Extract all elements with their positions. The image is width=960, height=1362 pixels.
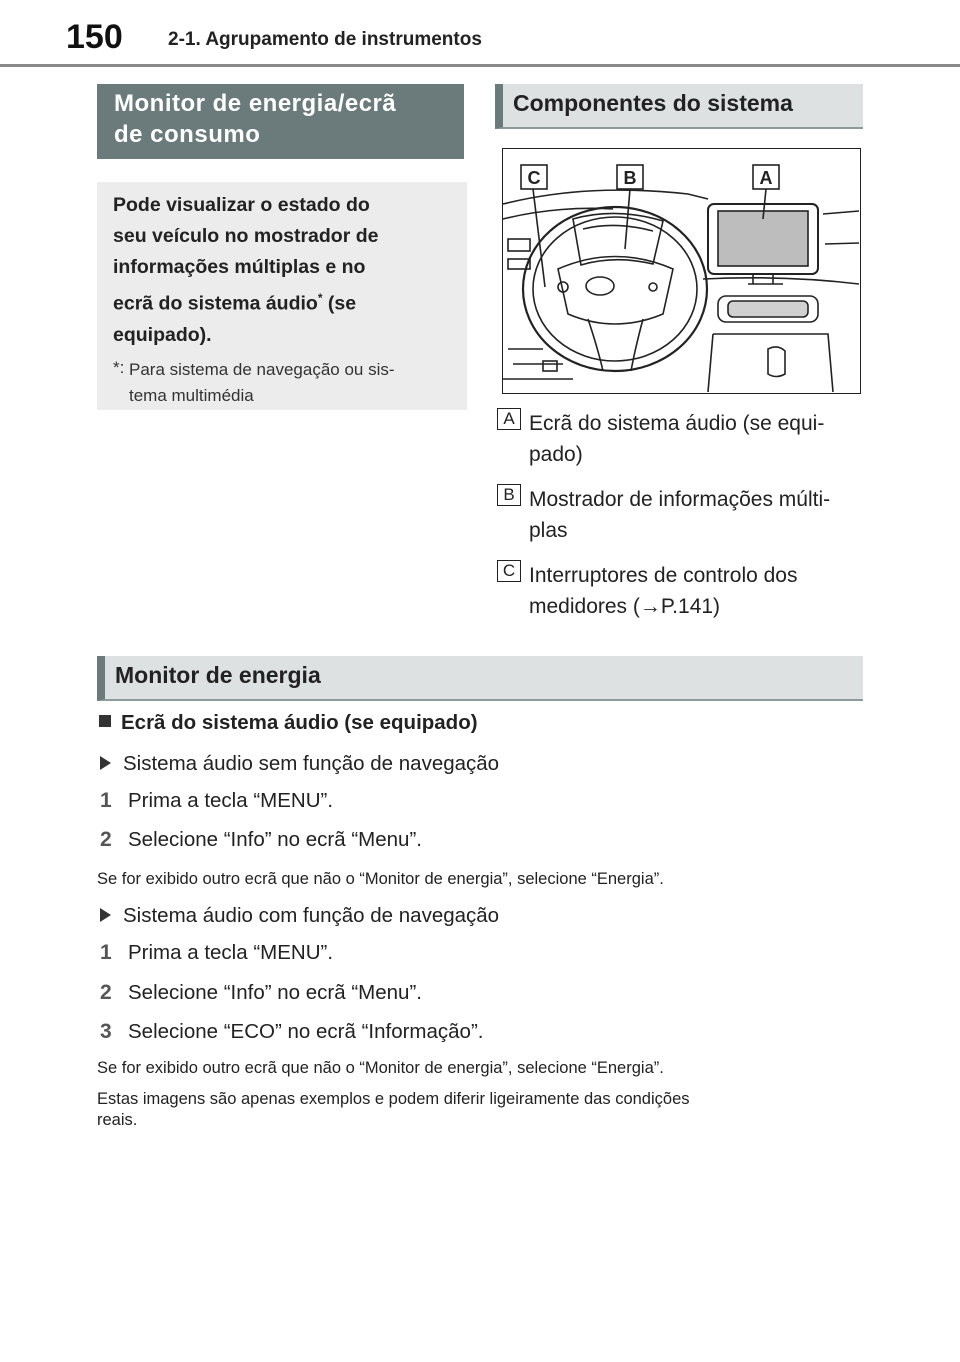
page-number: 150 [66,18,123,56]
info-box [97,182,467,410]
step-item [100,981,422,1005]
callout-b: B [623,168,637,188]
legend-a-line-2: pado) [529,443,583,466]
info-line-2: seu veículo no mostrador de [113,225,379,247]
page-header [0,0,960,68]
section-with-navigation [100,904,499,928]
heading-line-1: Monitor de energia/ecrã [114,90,397,117]
callout-a: A [759,168,773,188]
step-number: 2 [100,828,112,851]
legend-item-a [497,408,867,470]
step-item [100,1020,483,1044]
step-number: 3 [100,1020,112,1043]
step-text: Selecione “Info” no ecrã “Menu”. [128,828,422,851]
info-line-4 [113,283,451,320]
section1-note: Se for exibido outro ecrã que não o “Monitor de energia”, selecione “Energia”. [97,870,664,888]
step-item [100,941,333,965]
footnote-line-2: tema multimédia [129,385,254,405]
step-number: 1 [100,789,112,812]
heading-line-2: de consumo [114,121,261,148]
step-number: 1 [100,941,112,964]
info-line-4a: ecrã do sistema áudio [113,292,318,315]
triangle-bullet-icon [100,756,111,770]
square-bullet-icon [99,715,111,727]
legend-b-line-2: plas [529,519,568,542]
legend-text-c [497,560,867,622]
section-without-navigation [100,752,499,776]
step-number: 2 [100,981,112,1004]
legend-item-c [497,560,867,622]
info-line-3: informações múltiplas e no [113,256,366,278]
step-item [100,828,422,852]
section1-title: Sistema áudio sem função de navegação [123,752,500,775]
chapter-title: 2-1. Agrupamento de instrumentos [168,29,482,50]
dashboard-illustration [502,148,861,394]
legend-item-b [497,484,867,546]
step-text: Selecione “ECO” no ecrã “Informação”. [128,1020,484,1043]
info-text [113,190,451,351]
info-line-1: Pode visualizar o estado do [113,194,370,216]
footnote [113,357,451,409]
system-components-heading: Componentes do sistema [495,84,863,129]
dashboard-drawing [503,149,859,392]
section2-note: Se for exibido outro ecrã que não o “Monitor de energia”, selecione “Energia”. [97,1059,664,1077]
step-item [100,789,333,813]
energy-monitor-heading: Monitor de energia [97,656,863,701]
disclaimer-line-1: Estas imagens são apenas exemplos e podem diferir ligeiramente das condições [97,1090,690,1108]
info-line-5: equipado). [113,323,212,346]
info-line-4b: (se [322,292,357,315]
callout-c: C [527,168,541,188]
step-text: Prima a tecla “MENU”. [128,789,334,812]
legend-b-line-1: Mostrador de informações múlti- [529,488,831,511]
legend-text-b [497,484,867,546]
legend-label-a: A [497,408,521,430]
triangle-bullet-icon [100,908,111,922]
footnote-marker: * [317,291,323,305]
subheading-text: Ecrã do sistema áudio (se equipado) [121,711,478,734]
audio-screen-subheading [99,711,478,735]
footnote-asterisk: *: [113,357,125,377]
section2-title: Sistema áudio com função de navegação [123,904,500,927]
step-text: Prima a tecla “MENU”. [128,941,334,964]
legend-text-a [497,408,867,470]
legend-label-b: B [497,484,521,506]
legend-c-line-2: medidores (→P.141) [529,595,721,618]
header-divider [0,64,960,67]
disclaimer-line-2: reais. [97,1111,138,1129]
legend-label-c: C [497,560,521,582]
figure-callouts [521,165,779,189]
legend-c-line-1: Interruptores de controlo dos [529,564,798,587]
disclaimer [97,1089,867,1131]
step-text: Selecione “Info” no ecrã “Menu”. [128,981,422,1004]
legend-a-line-1: Ecrã do sistema áudio (se equi- [529,412,825,435]
energy-consumption-heading [97,84,464,159]
footnote-line-1: Para sistema de navegação ou sis- [129,359,395,379]
